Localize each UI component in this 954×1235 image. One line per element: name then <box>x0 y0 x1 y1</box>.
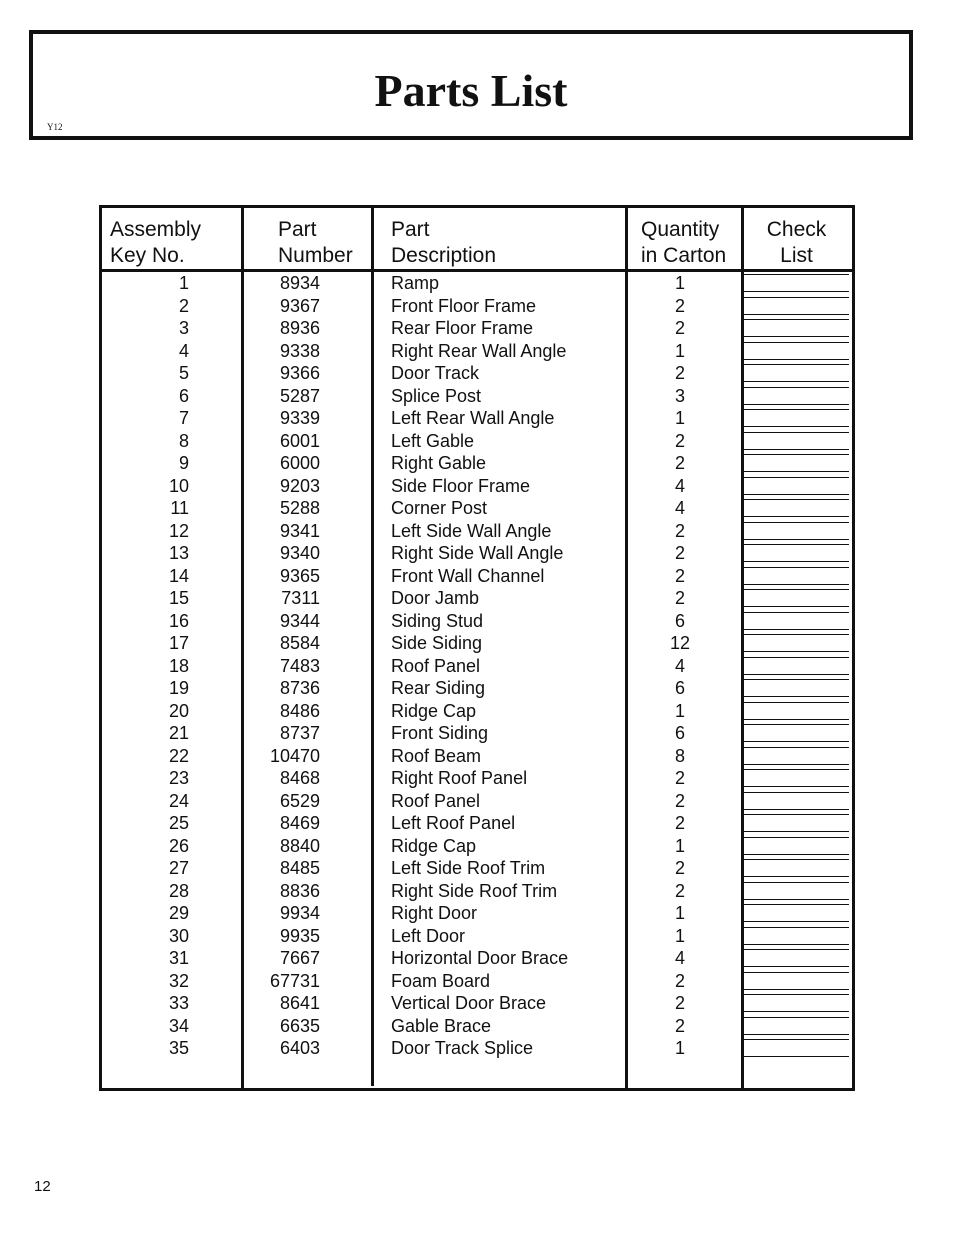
check-box[interactable] <box>744 882 849 900</box>
part-number-cell: 8936 <box>279 318 320 338</box>
check-box[interactable] <box>744 364 849 382</box>
quantity-cell: 3 <box>674 385 685 406</box>
quantity-cell: 2 <box>674 993 685 1013</box>
quantity-cell: 1 <box>674 1038 685 1058</box>
description-cell: Roof Beam <box>391 745 482 766</box>
table-row <box>102 947 852 970</box>
part-number-cell: 8584 <box>279 633 320 653</box>
table-row <box>102 340 852 363</box>
check-box[interactable] <box>744 814 849 832</box>
description-cell: Right Gable <box>391 453 487 473</box>
quantity-cell: 2 <box>674 880 685 901</box>
table-row <box>102 632 852 655</box>
part-number-cell: 8934 <box>279 273 320 293</box>
key-cell: 13 <box>168 543 189 563</box>
quantity-cell: 12 <box>669 633 691 653</box>
key-cell: 5 <box>178 363 189 383</box>
check-box[interactable] <box>744 634 849 652</box>
description-cell: Ramp <box>391 273 440 293</box>
description-cell: Left Roof Panel <box>391 813 516 833</box>
check-box[interactable] <box>744 522 849 540</box>
key-cell: 1 <box>178 273 189 293</box>
check-box[interactable] <box>744 1017 849 1035</box>
column-header-key <box>110 217 201 269</box>
description-cell: Side Floor Frame <box>391 475 531 496</box>
quantity-cell: 1 <box>674 835 685 856</box>
table-row <box>102 1037 852 1060</box>
quantity-cell: 4 <box>674 498 685 518</box>
title-banner <box>29 30 913 140</box>
description-cell: Left Side Roof Trim <box>391 858 546 878</box>
quantity-cell: 1 <box>674 925 685 946</box>
key-cell: 11 <box>170 498 189 518</box>
quantity-cell: 4 <box>674 475 685 496</box>
key-cell: 3 <box>178 318 189 338</box>
quantity-cell: 2 <box>674 768 685 788</box>
column-header-check-list <box>744 217 849 269</box>
description-cell: Front Wall Channel <box>391 565 545 586</box>
column-header-line: Part <box>391 218 430 241</box>
part-number-cell: 9365 <box>279 565 320 586</box>
column-header-quantity <box>641 217 726 269</box>
check-box[interactable] <box>744 409 849 427</box>
quantity-cell: 1 <box>674 408 685 428</box>
description-cell: Left Gable <box>391 430 475 451</box>
check-box[interactable] <box>744 342 849 360</box>
quantity-cell: 4 <box>674 948 685 968</box>
table-row <box>102 385 852 408</box>
key-cell: 10 <box>168 475 189 496</box>
table-row <box>102 1015 852 1038</box>
key-cell: 16 <box>168 610 189 631</box>
part-number-cell: 9339 <box>279 408 320 428</box>
quantity-cell: 6 <box>674 610 685 631</box>
part-number-cell: 10470 <box>269 745 320 766</box>
check-box[interactable] <box>744 679 849 697</box>
key-cell: 32 <box>168 970 189 991</box>
part-number-cell: 6000 <box>279 453 320 473</box>
quantity-cell: 2 <box>674 1015 685 1036</box>
quantity-cell: 6 <box>674 723 685 743</box>
check-box[interactable] <box>744 589 849 607</box>
description-cell: Right Door <box>391 903 478 923</box>
description-cell: Left Side Wall Angle <box>391 520 552 541</box>
table-row <box>102 700 852 723</box>
table-row <box>102 857 852 880</box>
table-row <box>102 722 852 745</box>
part-number-cell: 6001 <box>279 430 320 451</box>
description-cell: Siding Stud <box>391 610 484 631</box>
part-number-cell: 8468 <box>279 768 320 788</box>
parts-table <box>99 205 855 1091</box>
column-header-line: Assembly <box>110 218 202 241</box>
table-row <box>102 362 852 385</box>
quantity-cell: 2 <box>674 858 685 878</box>
description-cell: Right Side Roof Trim <box>391 880 558 901</box>
quantity-cell: 2 <box>674 295 685 316</box>
table-row <box>102 880 852 903</box>
part-number-cell: 8485 <box>279 858 320 878</box>
check-box[interactable] <box>744 904 849 922</box>
quantity-cell: 2 <box>674 520 685 541</box>
check-box[interactable] <box>744 837 849 855</box>
table-row <box>102 565 852 588</box>
part-number-cell: 8486 <box>279 700 320 721</box>
quantity-cell: 2 <box>674 565 685 586</box>
part-number-cell: 67731 <box>269 970 320 991</box>
check-box[interactable] <box>744 477 849 495</box>
table-row <box>102 970 852 993</box>
quantity-cell: 2 <box>674 970 685 991</box>
table-row <box>102 812 852 835</box>
check-box[interactable] <box>744 567 849 585</box>
part-number-cell: 9338 <box>279 340 320 361</box>
parts-rows <box>102 272 852 1060</box>
table-row <box>102 520 852 543</box>
check-box[interactable] <box>744 859 849 877</box>
column-header-line: Quantity <box>641 218 720 241</box>
key-cell: 34 <box>168 1015 189 1036</box>
column-header-line: Check <box>766 218 827 241</box>
check-box[interactable] <box>744 994 849 1012</box>
check-box[interactable] <box>744 949 849 967</box>
check-box[interactable] <box>744 499 849 517</box>
part-number-cell: 9340 <box>279 543 320 563</box>
key-cell: 29 <box>168 903 189 923</box>
table-row <box>102 610 852 633</box>
description-cell: Front Floor Frame <box>391 295 537 316</box>
description-cell: Left Rear Wall Angle <box>391 408 555 428</box>
key-cell: 22 <box>168 745 189 766</box>
check-box[interactable] <box>744 792 849 810</box>
description-cell: Rear Floor Frame <box>391 318 534 338</box>
check-box[interactable] <box>744 747 849 765</box>
quantity-cell: 2 <box>674 790 685 811</box>
table-row <box>102 992 852 1015</box>
quantity-cell: 8 <box>674 745 685 766</box>
quantity-cell: 2 <box>674 363 685 383</box>
description-cell: Side Siding <box>391 633 483 653</box>
description-cell: Door Track Splice <box>391 1038 534 1058</box>
key-cell: 23 <box>168 768 189 788</box>
table-row <box>102 452 852 475</box>
table-row <box>102 430 852 453</box>
part-number-cell: 9366 <box>279 363 320 383</box>
key-cell: 31 <box>168 948 189 968</box>
key-cell: 35 <box>168 1038 189 1058</box>
table-row <box>102 902 852 925</box>
check-box[interactable] <box>744 612 849 630</box>
quantity-cell: 2 <box>674 543 685 563</box>
key-cell: 19 <box>168 678 189 698</box>
table-row <box>102 587 852 610</box>
page-code: Y12 <box>47 122 63 132</box>
part-number-cell: 9341 <box>279 520 320 541</box>
key-cell: 17 <box>168 633 189 653</box>
quantity-cell: 2 <box>674 318 685 338</box>
part-number-cell: 7667 <box>279 948 320 968</box>
key-cell: 21 <box>168 723 189 743</box>
description-cell: Horizontal Door Brace <box>391 948 569 968</box>
check-box[interactable] <box>744 1039 849 1057</box>
column-header-line: List <box>780 244 813 267</box>
key-cell: 25 <box>168 813 189 833</box>
table-row <box>102 295 852 318</box>
check-box[interactable] <box>744 274 849 292</box>
quantity-cell: 1 <box>674 340 685 361</box>
part-number-cell: 7311 <box>281 588 320 608</box>
key-cell: 4 <box>178 340 189 361</box>
description-cell: Ridge Cap <box>391 835 477 856</box>
quantity-cell: 1 <box>674 273 685 293</box>
part-number-cell: 8736 <box>279 678 320 698</box>
part-number-cell: 9367 <box>279 295 320 316</box>
part-number-cell: 8737 <box>279 723 320 743</box>
part-number-cell: 8836 <box>279 880 320 901</box>
description-cell: Right Roof Panel <box>391 768 528 788</box>
quantity-cell: 2 <box>674 430 685 451</box>
part-number-cell: 6635 <box>279 1015 320 1036</box>
quantity-cell: 2 <box>674 813 685 833</box>
description-cell: Roof Panel <box>391 790 481 811</box>
key-cell: 20 <box>168 700 189 721</box>
key-cell: 12 <box>168 520 189 541</box>
table-row <box>102 272 852 295</box>
part-number-cell: 8840 <box>279 835 320 856</box>
check-box[interactable] <box>744 454 849 472</box>
check-box[interactable] <box>744 724 849 742</box>
check-box[interactable] <box>744 544 849 562</box>
table-row <box>102 745 852 768</box>
quantity-cell: 1 <box>674 903 685 923</box>
part-number-cell: 9203 <box>279 475 320 496</box>
part-number-cell: 5288 <box>279 498 320 518</box>
key-cell: 9 <box>178 453 189 473</box>
check-box[interactable] <box>744 769 849 787</box>
part-number-cell: 9935 <box>279 925 320 946</box>
quantity-cell: 2 <box>674 588 685 608</box>
column-header-line: Number <box>278 244 353 267</box>
table-row <box>102 790 852 813</box>
check-box[interactable] <box>744 972 849 990</box>
table-row <box>102 835 852 858</box>
column-header-line: Key No. <box>110 244 185 267</box>
table-row <box>102 475 852 498</box>
check-box[interactable] <box>744 319 849 337</box>
part-number-cell: 9934 <box>279 903 320 923</box>
column-header-line: Description <box>391 244 497 267</box>
description-cell: Right Side Wall Angle <box>391 543 564 563</box>
check-box[interactable] <box>744 297 849 315</box>
key-cell: 33 <box>168 993 189 1013</box>
part-number-cell: 9344 <box>279 610 320 631</box>
part-number-cell: 8641 <box>279 993 320 1013</box>
description-cell: Corner Post <box>391 498 488 518</box>
quantity-cell: 6 <box>674 678 685 698</box>
table-row <box>102 542 852 565</box>
description-cell: Vertical Door Brace <box>391 993 547 1013</box>
description-cell: Door Jamb <box>391 588 480 608</box>
page-title: Parts List <box>374 65 568 116</box>
description-cell: Foam Board <box>391 970 491 991</box>
key-cell: 26 <box>168 835 189 856</box>
part-number-cell: 8469 <box>279 813 320 833</box>
key-cell: 18 <box>168 655 189 676</box>
quantity-cell: 2 <box>674 453 685 473</box>
key-cell: 2 <box>178 295 189 316</box>
description-cell: Left Door <box>391 925 466 946</box>
key-cell: 6 <box>178 385 189 406</box>
part-number-cell: 6403 <box>279 1038 320 1058</box>
table-row <box>102 655 852 678</box>
check-box[interactable] <box>744 657 849 675</box>
description-cell: Gable Brace <box>391 1015 492 1036</box>
column-header-line: Part <box>278 218 317 241</box>
table-row <box>102 925 852 948</box>
key-cell: 8 <box>178 430 189 451</box>
page-number: 12 <box>34 1178 51 1195</box>
part-number-cell: 5287 <box>279 385 320 406</box>
key-cell: 15 <box>168 588 189 608</box>
key-cell: 27 <box>168 858 189 878</box>
part-number-cell: 6529 <box>279 790 320 811</box>
description-cell: Right Rear Wall Angle <box>391 340 567 361</box>
column-header-line: in Carton <box>641 244 727 267</box>
key-cell: 30 <box>168 925 189 946</box>
description-cell: Door Track <box>391 363 480 383</box>
description-cell: Rear Siding <box>391 678 486 698</box>
description-cell: Ridge Cap <box>391 700 477 721</box>
key-cell: 24 <box>168 790 189 811</box>
key-cell: 28 <box>168 880 189 901</box>
check-box[interactable] <box>744 387 849 405</box>
table-row <box>102 767 852 790</box>
table-row <box>102 407 852 430</box>
quantity-cell: 4 <box>674 655 685 676</box>
description-cell: Splice Post <box>391 385 482 406</box>
table-row <box>102 497 852 520</box>
table-row <box>102 317 852 340</box>
column-header-description <box>391 217 496 269</box>
check-box[interactable] <box>744 927 849 945</box>
table-row <box>102 677 852 700</box>
column-header-part-number <box>278 217 353 269</box>
part-number-cell: 7483 <box>279 655 320 676</box>
quantity-cell: 1 <box>674 700 685 721</box>
description-cell: Front Siding <box>391 723 489 743</box>
check-box[interactable] <box>744 432 849 450</box>
key-cell: 7 <box>178 408 189 428</box>
key-cell: 14 <box>168 565 189 586</box>
check-box[interactable] <box>744 702 849 720</box>
description-cell: Roof Panel <box>391 655 481 676</box>
